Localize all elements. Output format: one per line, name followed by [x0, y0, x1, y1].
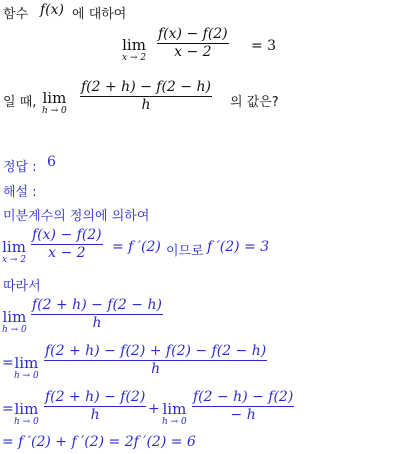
problem-line3-suffix: 의 값은?: [230, 95, 279, 110]
step4-plus: +: [148, 401, 160, 417]
step3-fraction: $\frac{f(2 + h) - f(2) + f(2) - f(2 - h)}{h}$: [45, 343, 267, 377]
therefore-label: 따라서: [3, 279, 41, 294]
ask-limit-fraction: $\frac{f(2 + h) - f(2 - h)}{h}$: [81, 79, 211, 113]
step2-limit-operator: lim h → 0: [2, 308, 27, 335]
answer-label: 정답 :: [3, 160, 37, 175]
step4-limit-operator-1: lim h → 0: [14, 400, 39, 427]
step5-final: = f ′(2) + f ′(2) = 2f ′(2) = 6: [2, 434, 196, 450]
step4-equals: =: [2, 401, 14, 417]
step4-fraction-1: $\frac{f(2 + h) - f(2)}{h}$: [45, 389, 146, 423]
explain-intro: 미분계수의 정의에 의하여: [3, 209, 150, 224]
step4-fraction-2: $\frac{f(2 - h) - f(2)}{- h}$: [193, 389, 294, 423]
explain-label: 해설 :: [3, 185, 37, 200]
given-limit-fraction: $\frac{f(x) - f(2)}{x - 2}$: [158, 26, 228, 60]
ask-limit-operator: lim h → 0: [42, 89, 67, 116]
step1-rhs: f ′(2) = 3: [207, 239, 270, 255]
problem-line1-fx: f(x): [40, 2, 65, 18]
step4-limit-operator-2: lim h → 0: [162, 400, 187, 427]
answer-value: 6: [47, 154, 56, 170]
step2-fraction: $\frac{f(2 + h) - f(2 - h)}{h}$: [32, 297, 162, 331]
given-limit-operator: lim x → 2: [122, 36, 147, 63]
given-limit-rhs: = 3: [251, 38, 277, 54]
step1-mid: = f ′(2): [112, 239, 161, 255]
step1-korean: 이므로: [166, 244, 204, 259]
step1-limit-operator: lim x → 2: [2, 238, 27, 265]
problem-line3-prefix: 일 때,: [3, 95, 37, 110]
problem-line1-prefix: 함수: [3, 7, 29, 22]
step3-limit-operator: lim h → 0: [14, 354, 39, 381]
step1-fraction: $\frac{f(x) - f(2)}{x - 2}$: [32, 227, 102, 261]
problem-line1-suffix: 에 대하여: [72, 7, 127, 22]
step3-equals: =: [2, 355, 14, 371]
